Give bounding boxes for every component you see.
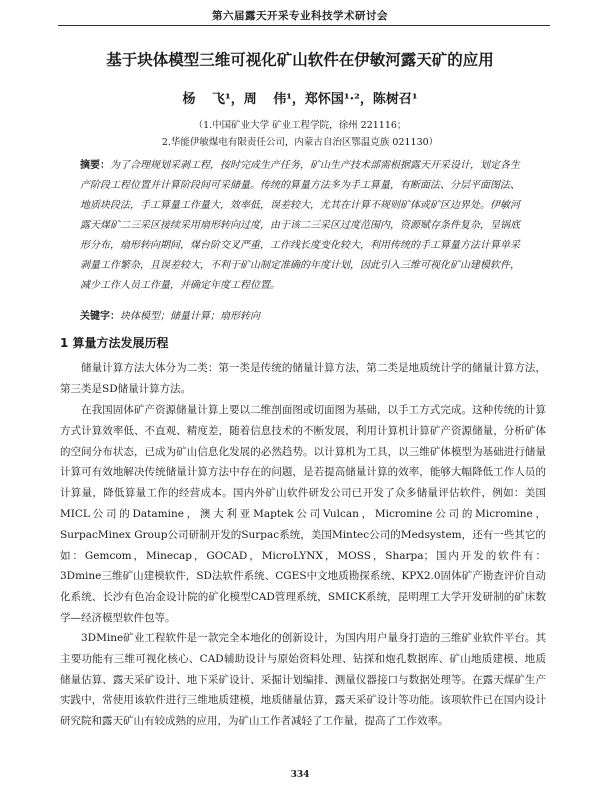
abstract <box>80 156 520 296</box>
header-rule <box>58 25 550 26</box>
keywords <box>80 307 520 322</box>
section-heading: 1 算量方法发展历程 <box>60 336 169 350</box>
authors: 杨 飞¹，周 伟¹，郑怀国¹·²，陈树召¹ <box>182 92 418 107</box>
paper-title: 基于块体模型三维可视化矿山软件在伊敏河露天矿的应用 <box>106 51 494 69</box>
running-header: 第六届露天开采专业科技学术研讨会 <box>212 10 388 22</box>
paragraph-1: 储量计算方法大体分为二类：第一类是传统的储量计算方法，第二类是地质统计学的储量计算方法，第三类是SD储量计算方法。 <box>60 362 546 395</box>
abstract-label: 摘要： <box>80 160 110 171</box>
keywords-text: 块体模型；储量计算；扇形转向 <box>120 311 260 322</box>
abstract-text: 为了合理规划采剥工程，按时完成生产任务，矿山生产技术部需根据露天开采设计，划定各生产阶段工程位置并计算阶段间可采储量。传统的算量方法多为手工算量，有断面法、分层平面图法、地质块段法，手工算量工作量大，效率低，误差较大，尤其在计算不规则矿体或矿区边界处。伊敏河露天煤矿二三采区接续采用扇形转向过度，由于该二三采区过度范围内，资源赋存条件复杂，呈锅底形分布，扇形转向期间，煤台阶交叉严重，工作线长度变化较大，利用传统的手工算量方法计算单采剥量工作繁杂，且误差较大，不利于矿山制定准确的年度计划，因此引入三维可视化矿山建模软件，减少工作人员工作量，并确定年度工程位置。 <box>80 160 520 291</box>
affiliation-2: 2.华能伊敏煤电有限责任公司，内蒙古自治区鄂温克族 021130） <box>161 137 439 148</box>
affiliation-1: （1.中国矿业大学 矿业工程学院，徐州 221116； <box>193 120 407 131</box>
page-number: 334 <box>290 770 310 780</box>
keywords-label: 关键字： <box>80 311 120 322</box>
paragraph-2: 在我国固体矿产资源储量计算上要以二维剖面图或切面图为基础，以手工方式完成。这种传统的计算方式计算效率低、不直观、精度差，随着信息技术的不断发展，利用计算机计算矿产资源储量，分析矿体的空间分布状态，已成为矿山信息化发展的必然趋势。以计算机为工具，以三维矿体模型为基础进行储量计算可有效地解决传统储量计算方法中存在的问题，是若提高储量计算的效率，能够大幅降低工作人员的计算量，降低算量工作的经营成本。国内外矿山软件研发公司已开发了众多储量评估软件，例如：美国MICL公司的Datamine，澳大利亚Maptek公司Vulcan，Micromine公司的Micromine，SurpacMinex Group公司研制开发的Surpac系统，美国Mintec公司的Medsystem，还有一些其它的如：Gemcom，Minecap，GOCAD，MicroLYNX，MOSS，Sharpa；国内开发的软件有：3Dmine三维矿山建模软件，SD法软件系统、CGES中文地质勘探系统、KPX2.0固体矿产勘查评价自动化系统、长沙有色冶金设计院的矿化模型CAD管理系统，SMICK系统，昆明理工大学开发研制的矿床数学—经济模型软件包等。 <box>60 404 546 624</box>
paragraph-3: 3DMine矿业工程软件是一款完全本地化的创新设计，为国内用户量身打造的三维矿业软件平台。其主要功能有三维可视化核心、CAD辅助设计与原始资料处理、钻探和炮孔数据库、矿山地质建模、地质储量估算、露天采矿设计、地下采矿设计、采掘计划编排、测量仪器接口与数据处理等。在露天煤矿生产实践中，常使用该软件进行三维地质建模，地质储量估算，露天采矿设计等功能。该项软件已在国内设计研究院和露天矿山有较成熟的应用，为矿山工作者减轻了工作量，提高了工作效率。 <box>60 632 546 728</box>
